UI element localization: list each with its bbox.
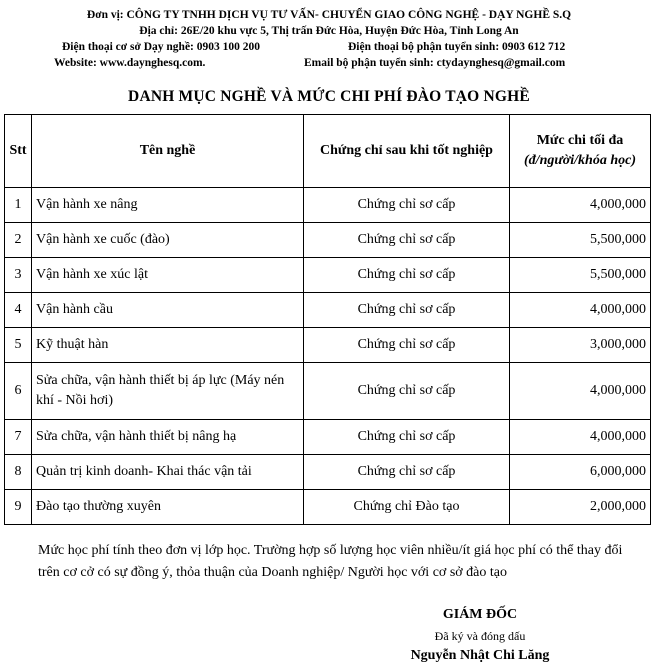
signer-position: GIÁM ĐỐC [442,607,518,622]
col-header-cert: Chứng chỉ sau khi tốt nghiệp [304,115,510,188]
cell-cert: Chứng chỉ sơ cấp [304,455,510,490]
cell-stt: 2 [5,223,32,258]
table-row [5,455,651,490]
email: Email bộ phận tuyển sinh: ctydaynghesq@gmail.com [304,57,566,69]
cell-name: Vận hành xe nâng [32,188,304,223]
col-header-stt: Stt [5,115,32,188]
col-header-name: Tên nghề [32,115,304,188]
table-row [5,420,651,455]
document-title: DANH MỤC NGHỀ VÀ MỨC CHI PHÍ ĐÀO TẠO NGHỀ [128,88,530,105]
table-row [5,490,651,525]
cell-fee: 3,000,000 [510,328,651,363]
signer-name: Nguyễn Nhật Chi Lăng [410,648,550,663]
cell-cert: Chứng chỉ sơ cấp [304,188,510,223]
cell-fee: 4,000,000 [510,420,651,455]
col-header-fee [510,115,651,188]
cell-stt: 8 [5,455,32,490]
cell-cert: Chứng chỉ Đào tạo [304,490,510,525]
address: Địa chỉ: 26E/20 khu vực 5, Thị trấn Đức Hòa, Huyện Đức Hòa, Tỉnh Long An [139,25,519,37]
cell-stt: 3 [5,258,32,293]
phone-recruit: Điện thoại bộ phận tuyển sinh: 0903 612 712 [348,41,566,53]
cell-cert: Chứng chỉ sơ cấp [304,223,510,258]
cell-cert: Chứng chỉ sơ cấp [304,258,510,293]
fee-note: Mức học phí tính theo đơn vị lớp học. Trường hợp số lượng học viên nhiều/ít giá học phí có thể thay đổi trên cơ cở có sự đồng ý, thỏa thuận của Doanh nghiệp/ Người học với cơ sở đào tạo [38,543,623,580]
cell-fee: 6,000,000 [510,455,651,490]
cell-stt: 5 [5,328,32,363]
col-header-fee-unit: (đ/người/khóa học) [524,153,636,168]
cell-stt: 6 [5,363,32,420]
cell-stt: 9 [5,490,32,525]
table-header-row [5,115,651,188]
table-row [5,223,651,258]
table-row [5,328,651,363]
phone-school: Điện thoại cơ sở Dạy nghề: 0903 100 200 [62,41,261,53]
cell-cert: Chứng chỉ sơ cấp [304,328,510,363]
cell-fee: 4,000,000 [510,363,651,420]
cell-fee: 2,000,000 [510,490,651,525]
cell-cert: Chứng chỉ sơ cấp [304,363,510,420]
cell-fee: 5,500,000 [510,223,651,258]
cell-stt: 4 [5,293,32,328]
cell-fee: 4,000,000 [510,293,651,328]
org-name: Đơn vị: CÔNG TY TNHH DỊCH VỤ TƯ VẤN- CHUYỂN GIAO CÔNG NGHỆ - DẠY NGHỀ S.Q [86,9,572,21]
table-row [5,188,651,223]
cell-stt: 1 [5,188,32,223]
cell-name: Đào tạo thường xuyên [32,490,304,525]
cell-name: Vận hành cầu [32,293,304,328]
cell-name: Sửa chữa, vận hành thiết bị áp lực (Máy nén khí - Nồi hơi) [32,363,304,420]
cell-stt: 7 [5,420,32,455]
cell-name: Kỹ thuật hàn [32,328,304,363]
table-row [5,258,651,293]
cell-cert: Chứng chỉ sơ cấp [304,420,510,455]
cell-name: Sửa chữa, vận hành thiết bị nâng hạ [32,420,304,455]
cell-fee: 4,000,000 [510,188,651,223]
table-row [5,363,651,420]
cell-cert: Chứng chỉ sơ cấp [304,293,510,328]
table-row [5,293,651,328]
cell-name: Vận hành xe cuốc (đào) [32,223,304,258]
cell-fee: 5,500,000 [510,258,651,293]
fee-table [4,114,651,525]
website: Website: www.daynghesq.com. [54,57,206,69]
cell-name: Vận hành xe xúc lật [32,258,304,293]
cell-name: Quản trị kinh doanh- Khai thác vận tải [32,455,304,490]
signed-note: Đã ký và đóng dấu [434,629,526,643]
col-header-fee-label: Mức chi tối đa [536,133,624,148]
